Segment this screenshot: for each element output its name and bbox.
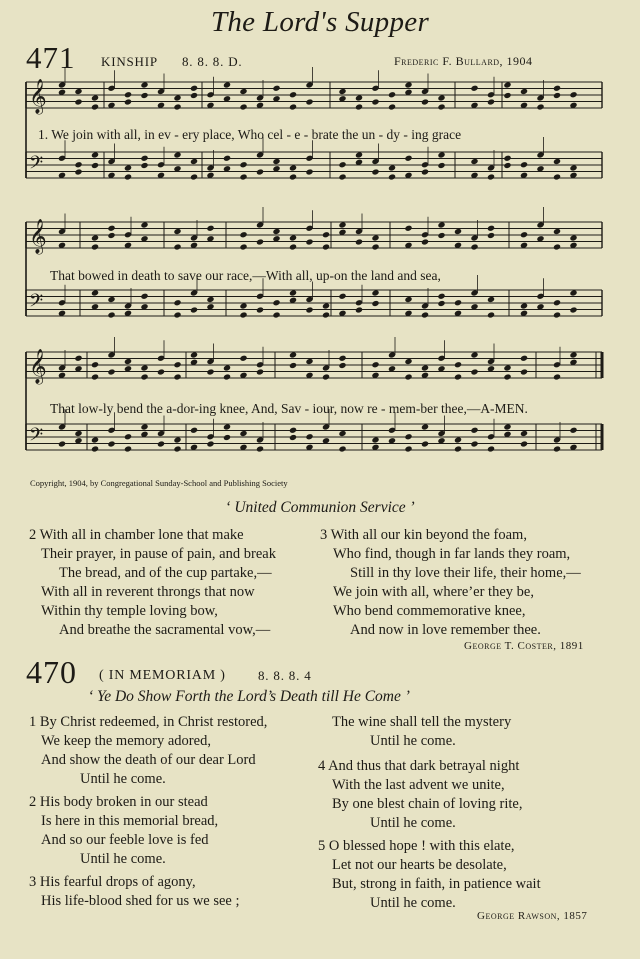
note-head — [289, 164, 297, 171]
note-head — [569, 427, 577, 434]
note-head — [322, 302, 330, 309]
note-head — [470, 158, 478, 165]
note-head — [454, 361, 462, 368]
note-head — [371, 436, 379, 443]
note-head — [223, 434, 231, 441]
note-head — [124, 433, 132, 440]
note-head — [338, 362, 346, 369]
note-head — [289, 243, 297, 250]
note-head — [322, 311, 330, 318]
verse-line: Let not our hearts be desolate, — [332, 857, 507, 873]
note-head — [437, 293, 445, 300]
note-head — [305, 238, 313, 245]
verse-line: Until he come. — [80, 771, 166, 787]
note-head — [206, 440, 214, 447]
verse-line: 2 His body broken in our stead — [29, 794, 208, 810]
copyright: Copyright, 1904, by Congregational Sunday-School and Publishing Society — [30, 478, 288, 488]
note-head — [487, 98, 495, 105]
note-head — [223, 155, 231, 162]
verse-2 — [29, 526, 276, 640]
note-head — [58, 440, 66, 447]
verse-1 — [29, 713, 267, 789]
note-head — [190, 427, 198, 434]
treble-clef-icon: 𝄞 — [29, 349, 47, 384]
tune-name: ( IN MEMORIAM ) — [99, 668, 226, 683]
note-head — [91, 361, 99, 368]
verse-line: Until he come. — [80, 851, 166, 867]
note-head — [124, 173, 132, 180]
note-head — [272, 299, 280, 306]
note-head — [107, 440, 115, 447]
verse-line: Still in thy love their life, their home,— — [350, 565, 581, 581]
note-head — [470, 440, 478, 447]
note-head — [470, 85, 478, 92]
note-head — [140, 92, 148, 99]
note-head — [91, 162, 99, 169]
note-head — [388, 164, 396, 171]
note-head — [289, 289, 297, 296]
note-head — [553, 311, 561, 318]
note-head — [553, 243, 561, 250]
note-head — [454, 445, 462, 452]
hymn-subtitle: ‘ Ye Do Show Forth the Lord’s Death till He Come ’ — [88, 688, 410, 705]
note-head — [173, 361, 181, 368]
note-head — [239, 311, 247, 318]
verse-line: 3 With all our kin beyond the foam, — [320, 527, 527, 543]
note-head — [421, 238, 429, 245]
note-head — [173, 299, 181, 306]
note-head — [140, 155, 148, 162]
note-head — [91, 373, 99, 380]
note-head — [338, 445, 346, 452]
note-head — [421, 311, 429, 318]
note-head — [520, 231, 528, 238]
verse-line: Until he come. — [370, 895, 456, 911]
note-head — [569, 91, 577, 98]
note-head — [553, 299, 561, 306]
note-head — [256, 238, 264, 245]
note-head — [140, 423, 148, 430]
note-head — [569, 306, 577, 313]
note-head — [355, 103, 363, 110]
note-head — [190, 306, 198, 313]
note-head — [74, 355, 82, 362]
note-head — [256, 368, 264, 375]
note-head — [140, 221, 148, 228]
note-head — [404, 296, 412, 303]
verse-line: His life-blood shed for us we see ; — [41, 893, 240, 909]
note-head — [503, 155, 511, 162]
treble-clef-icon: 𝄞 — [29, 79, 47, 114]
verse-line: 4 And thus that dark betrayal night — [318, 758, 520, 774]
note-head — [190, 173, 198, 180]
verse-line: And so our feeble love is fed — [41, 832, 209, 848]
verse-line: Within thy temple loving bow, — [41, 603, 218, 619]
note-head — [520, 88, 528, 95]
note-head — [74, 98, 82, 105]
note-head — [190, 158, 198, 165]
note-head — [371, 98, 379, 105]
note-head — [338, 430, 346, 437]
note-head — [173, 151, 181, 158]
note-head — [355, 306, 363, 313]
note-head — [371, 300, 379, 307]
note-head — [437, 94, 445, 101]
note-head — [173, 445, 181, 452]
note-head — [470, 427, 478, 434]
verse-line: 3 His fearful drops of agony, — [29, 874, 196, 890]
note-head — [91, 103, 99, 110]
note-head — [569, 351, 577, 358]
note-head — [404, 433, 412, 440]
note-head — [239, 355, 247, 362]
note-head — [107, 311, 115, 318]
note-head — [322, 373, 330, 380]
verse-line: And show the death of our dear Lord — [41, 752, 256, 768]
note-head — [272, 158, 280, 165]
note-head — [91, 151, 99, 158]
verse-3 — [29, 873, 240, 911]
note-head — [173, 94, 181, 101]
note-head — [553, 228, 561, 235]
note-head — [553, 158, 561, 165]
note-head — [553, 373, 561, 380]
note-head — [371, 243, 379, 250]
note-head — [520, 302, 528, 309]
note-head — [503, 364, 511, 371]
note-head — [91, 289, 99, 296]
note-head — [223, 423, 231, 430]
note-head — [487, 445, 495, 452]
note-head — [140, 364, 148, 371]
lyric-line-2: That bowed in death to save our race,—With all, up-on the land and sea, — [50, 268, 441, 283]
verse-line: And breathe the sacramental vow,— — [59, 622, 271, 638]
note-head — [437, 103, 445, 110]
note-head — [289, 427, 297, 434]
meter: 8. 8. 8. D. — [182, 54, 243, 69]
note-head — [239, 173, 247, 180]
note-head — [256, 445, 264, 452]
note-head — [371, 168, 379, 175]
note-head — [107, 225, 115, 232]
page-title: The Lord's Supper — [210, 6, 430, 38]
note-head — [74, 168, 82, 175]
note-head — [355, 151, 363, 158]
meter: 8. 8. 8. 4 — [258, 668, 312, 683]
note-head — [305, 98, 313, 105]
note-head — [140, 293, 148, 300]
note-head — [305, 306, 313, 313]
note-head — [487, 232, 495, 239]
note-head — [305, 358, 313, 365]
verse-line: And now in love remember thee. — [350, 622, 541, 638]
note-head — [503, 423, 511, 430]
note-head — [239, 161, 247, 168]
author: George Rawson, 1857 — [477, 910, 588, 922]
note-head — [239, 103, 247, 110]
note-head — [272, 85, 280, 92]
note-head — [338, 355, 346, 362]
note-head — [223, 81, 231, 88]
verse-3-continued — [332, 713, 511, 751]
note-head — [223, 373, 231, 380]
note-head — [305, 433, 313, 440]
note-head — [503, 92, 511, 99]
verse-line: The wine shall tell the mystery — [332, 714, 512, 730]
verse-line: Their prayer, in pause of pain, and break — [41, 546, 276, 562]
note-head — [124, 445, 132, 452]
verse-line: 2 With all in chamber lone that make — [29, 527, 244, 543]
note-head — [173, 103, 181, 110]
note-head — [569, 164, 577, 171]
note-head — [239, 243, 247, 250]
note-head — [503, 162, 511, 169]
note-head — [404, 155, 412, 162]
verse-line: Is here in this memorial bread, — [41, 813, 219, 829]
verse-line: But, strong in faith, in patience wait — [332, 876, 541, 892]
note-head — [289, 351, 297, 358]
note-head — [520, 430, 528, 437]
note-head — [140, 373, 148, 380]
note-head — [74, 88, 82, 95]
treble-clef-icon: 𝄞 — [29, 219, 47, 254]
note-head — [487, 173, 495, 180]
note-head — [305, 168, 313, 175]
note-head — [388, 103, 396, 110]
verse-line: With the last advent we unite, — [332, 777, 505, 793]
note-head — [454, 299, 462, 306]
tune-name: KINSHIP — [101, 54, 158, 69]
verse-line: Who bend commemorative knee, — [333, 603, 526, 619]
note-head — [569, 289, 577, 296]
note-head — [470, 351, 478, 358]
bass-clef-icon: 𝄢 — [29, 291, 44, 316]
note-head — [388, 91, 396, 98]
note-head — [239, 231, 247, 238]
verse-line: We join with all, where’er they be, — [333, 584, 534, 600]
bass-clef-icon: 𝄢 — [29, 425, 44, 450]
note-head — [553, 92, 561, 99]
note-head — [239, 302, 247, 309]
note-head — [322, 243, 330, 250]
note-head — [437, 221, 445, 228]
note-head — [371, 361, 379, 368]
note-head — [157, 368, 165, 375]
verse-line: We keep the memory adored, — [41, 733, 211, 749]
note-head — [520, 161, 528, 168]
note-head — [553, 445, 561, 452]
note-head — [190, 85, 198, 92]
note-head — [487, 311, 495, 318]
note-head — [470, 368, 478, 375]
note-head — [74, 161, 82, 168]
verse-2 — [29, 793, 218, 869]
note-head — [74, 430, 82, 437]
note-head — [140, 162, 148, 169]
verse-3 — [320, 526, 581, 640]
hymn-subtitle: ‘ United Communion Service ’ — [225, 499, 415, 516]
verse-line: 5 O blessed hope ! with this elate, — [318, 838, 515, 854]
note-head — [437, 162, 445, 169]
note-head — [239, 88, 247, 95]
note-head — [223, 364, 231, 371]
note-head — [338, 88, 346, 95]
note-head — [421, 168, 429, 175]
note-head — [338, 161, 346, 168]
note-head — [124, 98, 132, 105]
note-head — [553, 173, 561, 180]
note-head — [289, 434, 297, 441]
note-head — [520, 440, 528, 447]
note-head — [520, 368, 528, 375]
note-head — [91, 243, 99, 250]
note-head — [388, 173, 396, 180]
note-head — [404, 81, 412, 88]
note-head — [421, 98, 429, 105]
note-head — [272, 311, 280, 318]
verse-line: 1 By Christ redeemed, in Christ restored, — [29, 714, 268, 730]
note-head — [454, 373, 462, 380]
note-head — [173, 228, 181, 235]
verse-4 — [318, 757, 522, 833]
note-head — [190, 92, 198, 99]
verse-line: Until he come. — [370, 733, 456, 749]
note-head — [371, 289, 379, 296]
note-head — [437, 151, 445, 158]
note-head — [91, 436, 99, 443]
note-head — [173, 373, 181, 380]
note-head — [190, 351, 198, 358]
note-head — [404, 225, 412, 232]
note-head — [355, 238, 363, 245]
note-head — [487, 296, 495, 303]
note-head — [272, 228, 280, 235]
note-head — [470, 243, 478, 250]
note-head — [322, 231, 330, 238]
note-head — [569, 234, 577, 241]
note-head — [91, 234, 99, 241]
note-head — [173, 436, 181, 443]
note-head — [338, 221, 346, 228]
verse-line: By one blest chain of loving rite, — [332, 796, 523, 812]
note-head — [536, 103, 544, 110]
note-head — [107, 232, 115, 239]
verse-line: The bread, and of the cup partake,— — [59, 565, 272, 581]
note-head — [371, 234, 379, 241]
note-head — [454, 436, 462, 443]
note-head — [454, 228, 462, 235]
note-head — [289, 91, 297, 98]
note-head — [289, 103, 297, 110]
note-head — [140, 81, 148, 88]
note-head — [338, 173, 346, 180]
note-head — [173, 243, 181, 250]
verse-5 — [318, 837, 541, 913]
note-head — [355, 94, 363, 101]
note-head — [206, 225, 214, 232]
note-head — [437, 232, 445, 239]
note-head — [289, 173, 297, 180]
lyric-line-3: That low-ly bend the a-dor-ing knee, And, Sav - iour, now re - mem-ber thee,—A-MEN. — [50, 401, 528, 416]
composer: Frederic F. Bullard, 1904 — [394, 54, 533, 68]
verse-line: With all in reverent throngs that now — [41, 584, 255, 600]
note-head — [256, 306, 264, 313]
verse-line: Who find, though in far lands they roam, — [333, 546, 571, 562]
note-head — [404, 358, 412, 365]
note-head — [124, 91, 132, 98]
note-head — [124, 358, 132, 365]
note-head — [404, 373, 412, 380]
note-head — [256, 168, 264, 175]
author: George T. Coster, 1891 — [464, 640, 584, 652]
note-head — [289, 362, 297, 369]
hymn-number: 471 — [26, 40, 76, 75]
note-head — [338, 293, 346, 300]
note-head — [503, 373, 511, 380]
note-head — [421, 440, 429, 447]
note-head — [487, 225, 495, 232]
note-head — [91, 445, 99, 452]
verse-line: Until he come. — [370, 815, 456, 831]
lyric-line-1: 1. We join with all, in ev - ery place, Who cel - e - brate the un - dy - ing grace — [38, 127, 462, 142]
note-head — [421, 364, 429, 371]
note-head — [157, 440, 165, 447]
note-head — [206, 368, 214, 375]
note-head — [553, 85, 561, 92]
note-head — [503, 81, 511, 88]
note-head — [289, 234, 297, 241]
hymn-number: 470 — [26, 654, 77, 690]
note-head — [239, 430, 247, 437]
note-head — [404, 445, 412, 452]
note-head — [206, 296, 214, 303]
note-head — [107, 368, 115, 375]
note-head — [437, 300, 445, 307]
note-head — [124, 164, 132, 171]
note-head — [91, 94, 99, 101]
note-head — [107, 296, 115, 303]
note-head — [421, 423, 429, 430]
note-head — [173, 311, 181, 318]
note-head — [520, 355, 528, 362]
bass-clef-icon: 𝄢 — [29, 153, 44, 178]
